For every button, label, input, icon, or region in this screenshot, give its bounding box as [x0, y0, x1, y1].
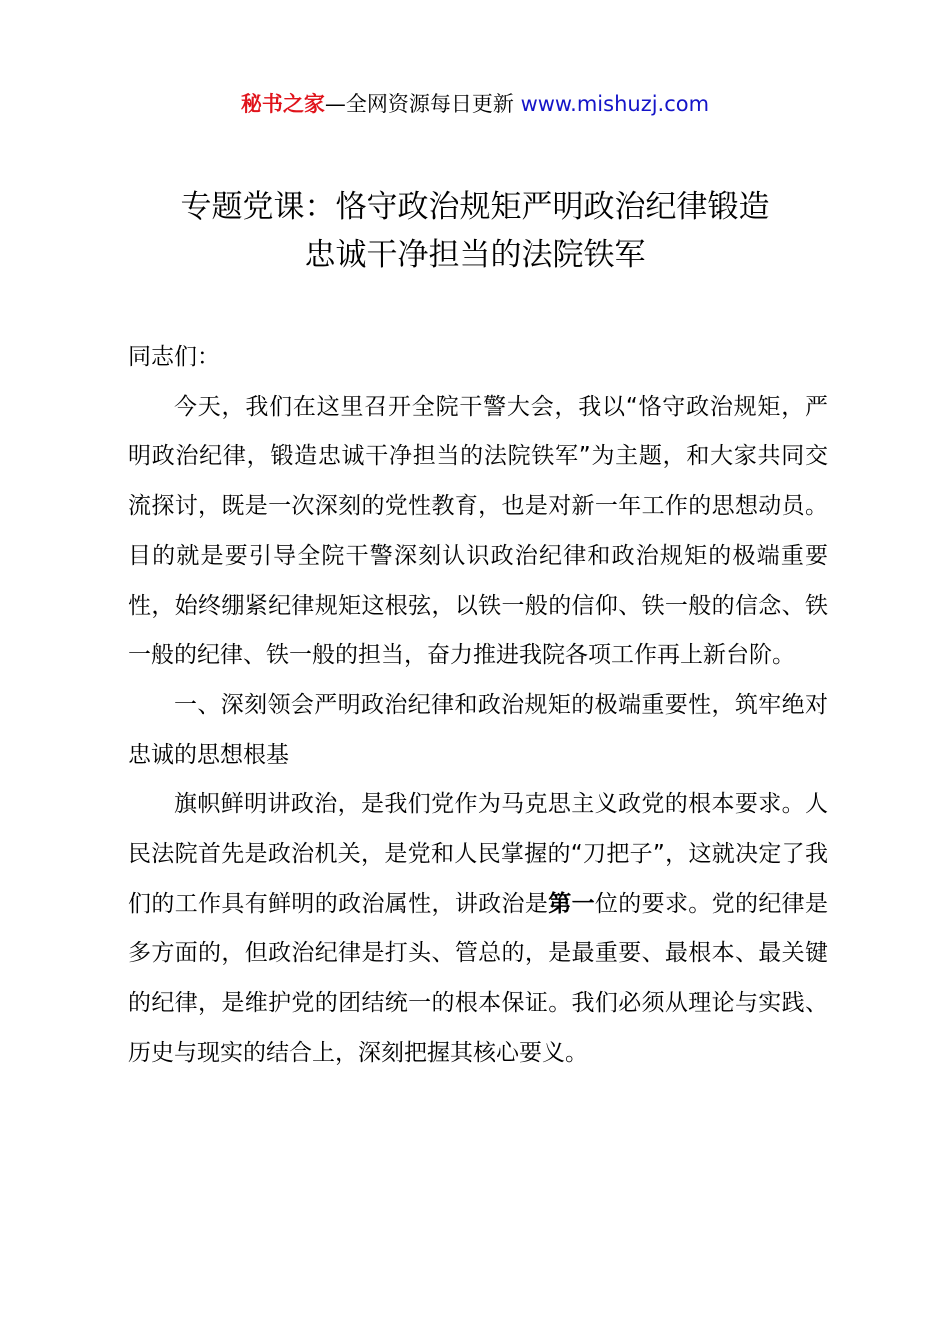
section-1-heading: 一、深刻领会严明政治纪律和政治规矩的极端重要性，筑牢绝对忠诚的思想根基 — [128, 691, 828, 768]
site-url-link[interactable]: www.mishuzj.com — [520, 92, 710, 116]
site-header — [0, 86, 950, 122]
intro-paragraph: 今天，我们在这里召开全院干警大会，我以“恪守政治规矩，严明政治纪律，锻造忠诚干净担当的法院铁军”为主题，和大家共同交流探讨，既是一次深刻的党性教育，也是对新一年工作的思想动员。目的就是要引导全院干警深刻认识政治纪律和政治规矩的极端重要性，始终绷紧纪律规矩这根弦，以铁一般的信仰、铁一般的信念、铁一般的纪律、铁一般的担当，奋力推进我院各项工作再上新台阶。 — [128, 393, 828, 669]
document-title — [100, 183, 850, 279]
document-body — [128, 333, 828, 1079]
site-name: 秘书之家 — [240, 92, 325, 116]
paragraph-2-text-start: 旗帜鲜明讲政治，是我们党作为马克思主义政党的根本要求。人民法院首先是政治机关，是党和人民掌握的“刀把子”，这就决定了我们的工作具有鲜明的政治属性，讲政治是 — [128, 791, 828, 917]
title-line-1: 专题党课：恪守政治规矩严明政治纪律锻造 — [180, 189, 770, 225]
paragraph-2 — [128, 780, 828, 1078]
title-line-2: 忠诚干净担当的法院铁军 — [304, 237, 646, 273]
paragraph-2-text-end: 位的要求。党的纪律是多方面的，但政治纪律是打头、管总的，是最重要、最根本、最关键的纪律，是维护党的团结统一的根本保证。我们必须从理论与实践、历史与现实的结合上，深刻把握其核心要义。 — [128, 890, 829, 1066]
site-tagline: —全网资源每日更新 — [324, 92, 514, 116]
salutation: 同志们： — [128, 344, 220, 370]
paragraph-2-bold-text: 第一 — [548, 890, 595, 917]
